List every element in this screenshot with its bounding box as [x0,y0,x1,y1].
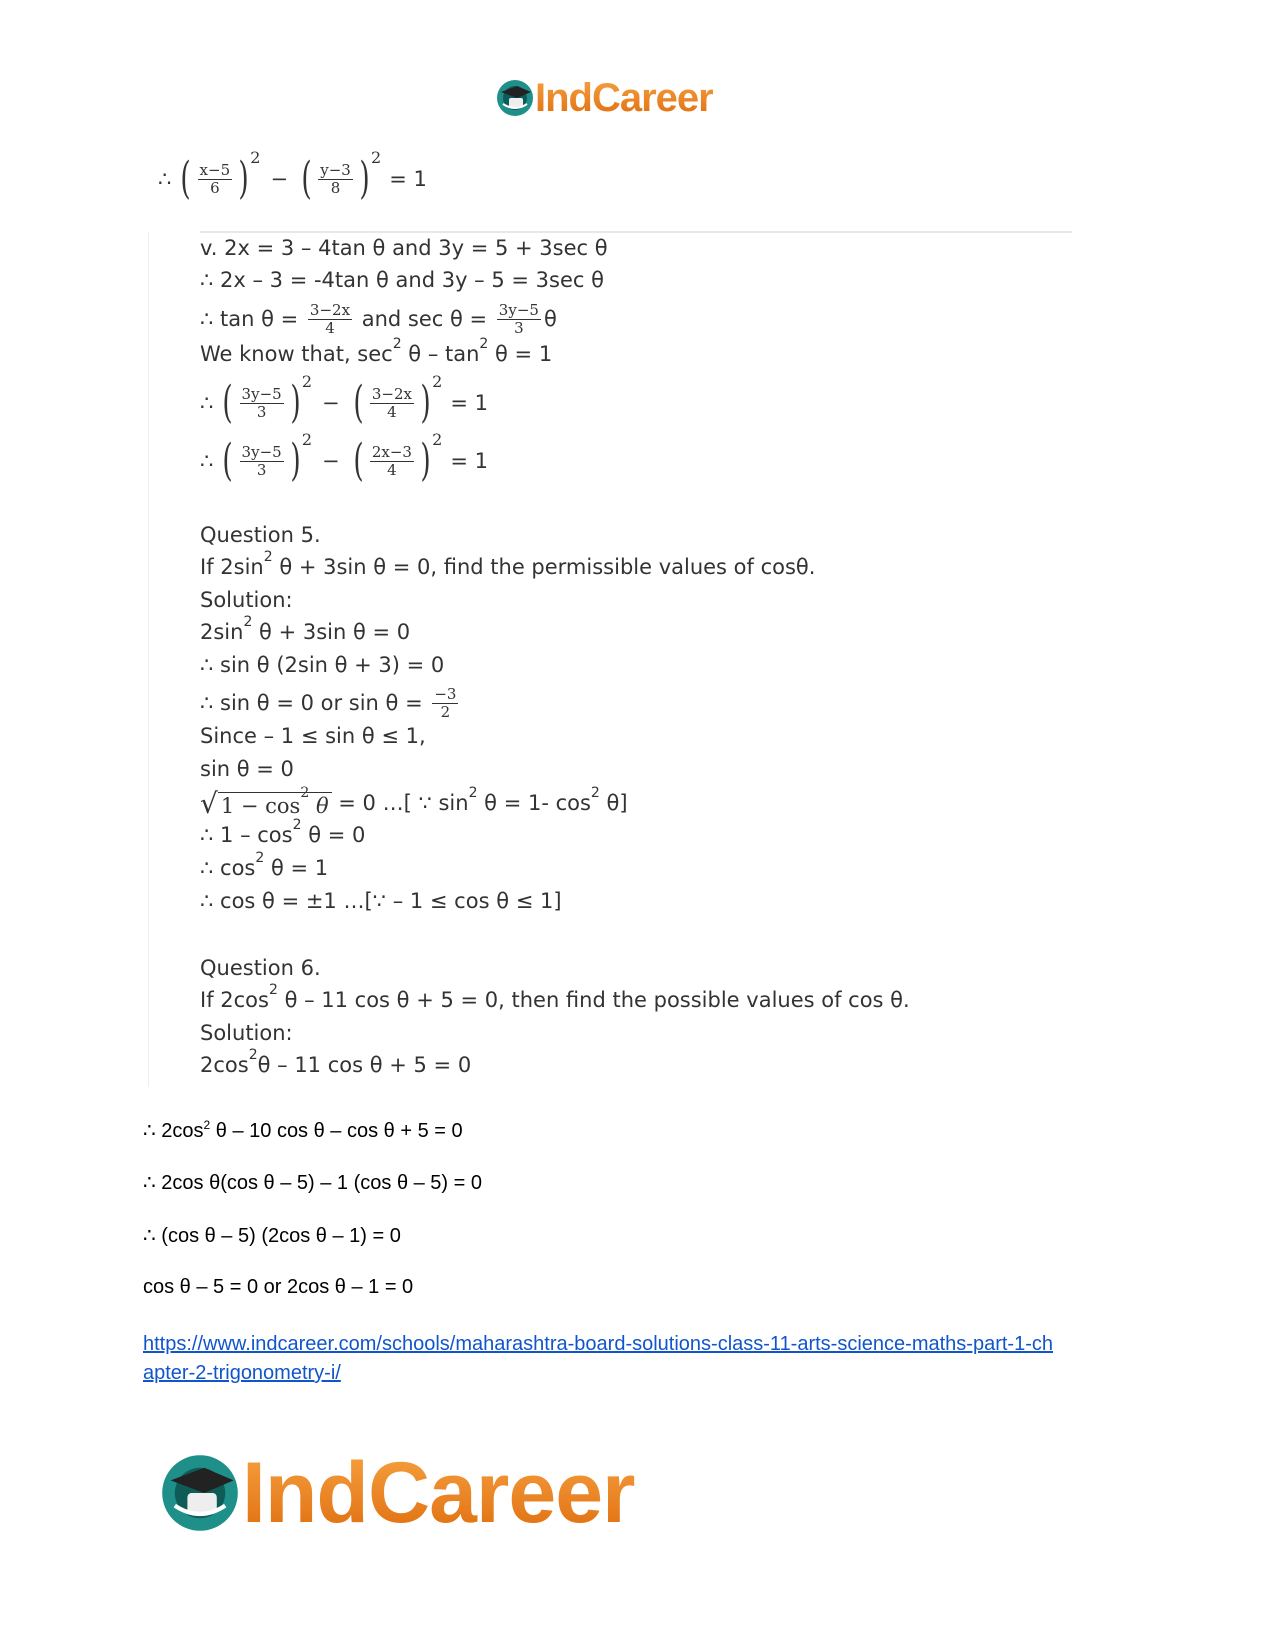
fraction: $\frac{3y-5}{3}$ [241,443,282,479]
text-line: ∴ tan θ = $\frac{3-2x}{4}$ and sec θ = $\frac{3y-5}{3}$ θ [200,301,557,337]
question-prompt: If 2cos 2 θ – 11 cos θ + 5 = 0, then find the possible values of cos θ. [200,982,910,1012]
question-title: Question 6. [200,956,321,980]
fraction: $\frac{3-2x}{4}$ [371,385,412,421]
brand-logo-text: IndCareer [242,1445,635,1541]
intro-equation: ∴ ( $\frac{x-5}{6}$ ) 2 − ( $\frac{y-3}{8}$ ) 2 = 1 [158,147,427,204]
fraction: $\frac{3y-5}{3}$ [498,301,539,337]
text-line: ∴ cos 2 θ = 1 [200,850,329,880]
equation-line: ∴ ( $\frac{3y-5}{3}$ ) 2 − ( $\frac{2x-3}{4}$ ) 2 = 1 [200,429,488,486]
fraction: $\frac{3y-5}{3}$ [241,385,282,421]
text-line: 2cos 2 θ – 11 cos θ + 5 = 0 [200,1047,472,1077]
text-line: ∴ (cos θ – 5) (2cos θ – 1) = 0 [143,1225,401,1247]
text-line: v. 2x = 3 – 4tan θ and 3y = 5 + 3sec θ [200,236,608,260]
text-line: 2sin 2 θ + 3sin θ = 0 [200,614,411,644]
source-link[interactable]: https://www.indcareer.com/schools/maharashtra-board-solutions-class-11-arts-science-maths-part-1-chapter-2-trigonometry-i/ [143,1333,1053,1384]
text-line: ∴ 2cos θ(cos θ – 5) – 1 (cos θ – 5) = 0 [143,1172,483,1194]
text-line: sin θ = 0 [200,757,294,781]
text-line: ∴ cos θ = ±1 …[∵ – 1 ≤ cos θ ≤ 1] [200,889,562,913]
text-line: ∴ sin θ = 0 or sin θ = $\frac{-3}{2}$ [200,685,457,721]
text-line: We know that, sec 2 θ – tan 2 θ = 1 [200,336,553,366]
text-line: √ $1 - \cos^2 \theta$ = 0 …[ ∵ sin 2 θ = 1- cos 2 θ] [200,785,628,820]
fraction: $\frac{2x-3}{4}$ [371,443,412,479]
graduation-cap-globe-icon [158,1451,242,1535]
fraction: $\frac{-3}{2}$ [434,685,457,721]
text-line: ∴ 2x – 3 = -4tan θ and 3y – 5 = 3sec θ [200,268,604,292]
text-line: cos θ – 5 = 0 or 2cos θ – 1 = 0 [143,1276,414,1298]
text-line: ∴ $2\cos^2$ θ – 10 cos θ – cos θ + 5 = 0 [143,1118,463,1142]
therefore-symbol: ∴ [158,167,172,191]
fraction: $\frac{y-3}{8}$ [320,161,351,197]
solution-label: Solution: [200,1021,293,1045]
text-line: ∴ sin θ (2sin θ + 3) = 0 [200,653,445,677]
fraction: $\frac{3-2x}{4}$ [309,301,351,337]
solution-label: Solution: [200,588,293,612]
text-line: ∴ 1 – cos 2 θ = 0 [200,817,366,847]
equation-line: ∴ ( $\frac{3y-5}{3}$ ) 2 − ( $\frac{3-2x}{4}$ ) 2 = 1 [200,371,488,428]
question-prompt: If 2sin 2 θ + 3sin θ = 0, find the permissible values of cosθ. [200,549,816,579]
brand-logo-text: IndCareer [535,76,713,120]
fraction: $\frac{x-5}{6}$ [199,161,231,197]
graduation-cap-globe-icon [495,78,535,118]
text-line: Since – 1 ≤ sin θ ≤ 1, [200,724,426,748]
square-root: √ $1 - \cos^2 \theta$ [200,788,332,818]
brand-logo-top [495,78,713,118]
brand-logo-bottom [158,1445,635,1541]
question-title: Question 5. [200,523,321,547]
